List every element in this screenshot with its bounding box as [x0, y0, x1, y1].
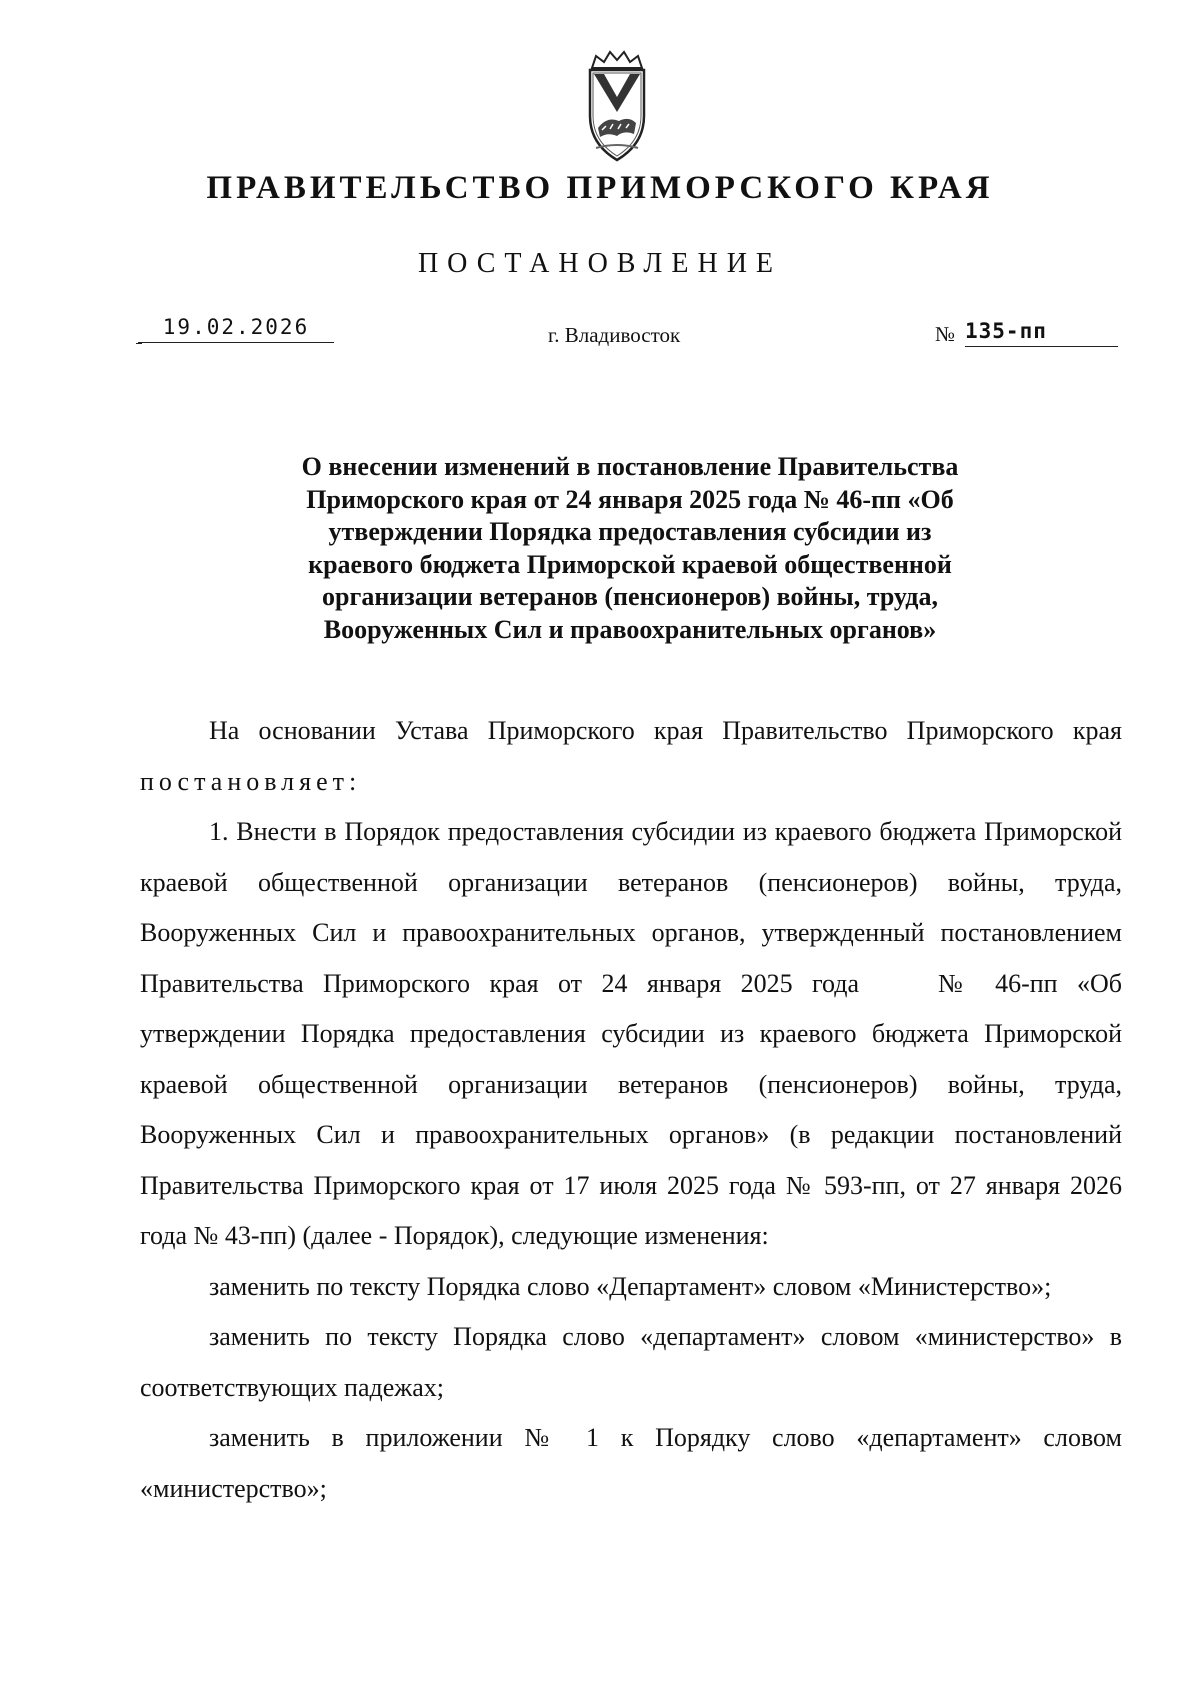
coat-of-arms-icon	[572, 50, 662, 166]
document-city: г. Владивосток	[548, 323, 681, 347]
number-sign: №	[935, 322, 956, 346]
item-1-text-continued: № 46-пп «Об утверждении Порядка предоставления субсидии из краевого бюджета Приморской краевой общественной организации ветеранов (пенсионеров) войны, труда, Вооруженных Сил и правоохранительных органов» (в редакции постановлений Правительства Приморского края от 17 июля 2025 года № 593-пп, от 27 января 2026 года № 43-пп) (далее - Порядок), следующие изменения:	[140, 968, 1122, 1250]
document-subject	[210, 451, 1050, 646]
document-type: ПОСТАНОВЛЕНИЕ	[417, 248, 783, 279]
document-number: 135-пп	[965, 319, 1118, 347]
resolves-word: постановляет:	[140, 766, 362, 796]
government-title: ПРАВИТЕЛЬСТВО ПРИМОРСКОГО КРАЯ	[206, 170, 994, 206]
subject-line: утверждении Порядка предоставления субсидии из	[328, 517, 932, 546]
document-date: 19.02.2026	[138, 315, 334, 343]
subject-line: О внесении изменений в постановление Правительства	[301, 452, 959, 481]
subject-line: Вооруженных Сил и правоохранительных органов»	[323, 614, 937, 644]
document-body	[140, 706, 1122, 1514]
subject-line: Приморского края от 24 января 2025 года № 46-пп «Об	[306, 484, 954, 514]
change-3-paragraph: заменить в приложении № 1 к Порядку слово «департамент» словом «министерство»;	[140, 1423, 1122, 1503]
intro-paragraph	[140, 706, 1122, 807]
item-1-text: 1. Внести в Порядок предоставления субсидии из краевого бюджета Приморской краевой общественной организации ветеранов (пенсионеров) войны, труда, Вооруженных Сил и правоохранительных органов, утвержденный постановлением Правительства Приморского края от 24 января 2025 года	[140, 817, 1122, 998]
intro-text: На основании Устава Приморского края Правительство Приморского края	[209, 716, 1122, 745]
subject-line: краевого бюджета Приморской краевой общественной	[308, 549, 952, 579]
change-1-paragraph: заменить по тексту Порядка слово «Департамент» словом «Министерство»;	[209, 1271, 1052, 1301]
subject-line: организации ветеранов (пенсионеров) войны, труда,	[322, 582, 938, 611]
item-1-paragraph	[140, 807, 1122, 1262]
change-2-paragraph: заменить по тексту Порядка слово «департамент» словом «министерство» в соответствующих падежах;	[140, 1322, 1122, 1402]
date-underline-tick	[136, 343, 142, 344]
